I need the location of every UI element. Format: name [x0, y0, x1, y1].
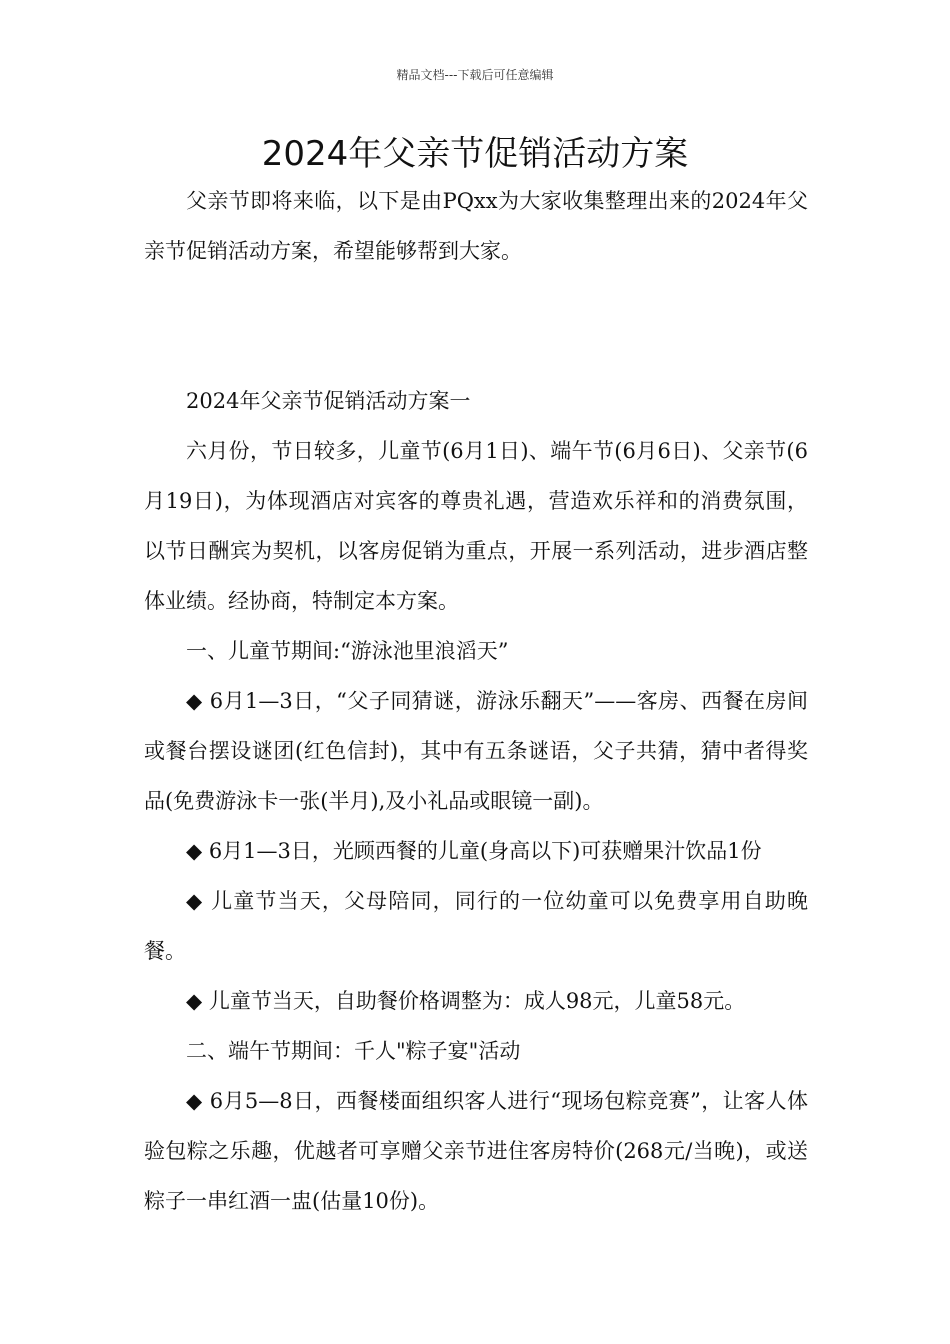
page-header: 精品文档---下载后可任意编辑: [396, 68, 554, 82]
bullet-paragraph: ◆ 6月5—8日，西餐楼面组织客人进行“现场包粽竞赛”，让客人体验包粽之乐趣，优越者可享赠父亲节进住客房特价(268元/当晚)，或送粽子一串红酒一盅(估量10份)。: [144, 1089, 808, 1213]
intro-paragraph: 父亲节即将来临，以下是由PQxx为大家收集整理出来的2024年父亲节促销活动方案，希望能够帮到大家。: [144, 189, 808, 263]
document-title: 2024年父亲节促销活动方案: [261, 134, 689, 174]
subsection-heading: 二、端午节期间：千人"粽子宴"活动: [186, 1039, 521, 1063]
bullet-paragraph: ◆ 6月1—3日，“父子同猜谜，游泳乐翻天”——客房、西餐在房间或餐台摆设谜团(红色信封)，其中有五条谜语，父子共猜，猜中者得奖品(免费游泳卡一张(半月),及小礼品或眼镜一副)。: [144, 689, 808, 813]
body-paragraph: 六月份，节日较多，儿童节(6月1日)、端午节(6月6日)、父亲节(6月19日)，为体现酒店对宾客的尊贵礼遇，营造欢乐祥和的消费氛围，以节日酬宾为契机，以客房促销为重点，开展一系列活动，进步酒店整体业绩。经协商，特制定本方案。: [144, 439, 808, 613]
bullet-paragraph: ◆ 儿童节当天，父母陪同，同行的一位幼童可以免费享用自助晚餐。: [144, 889, 808, 963]
section-heading: 2024年父亲节促销活动方案一: [186, 389, 471, 413]
blank-line: [144, 276, 808, 376]
document-body: [144, 176, 808, 1226]
bullet-paragraph: ◆ 6月1—3日，光顾西餐的儿童(身高以下)可获赠果汁饮品1份: [186, 839, 762, 863]
subsection-heading: 一、儿童节期间:“游泳池里浪滔天”: [186, 639, 509, 663]
bullet-paragraph: ◆ 儿童节当天，自助餐价格调整为：成人98元，儿童58元。: [186, 989, 746, 1013]
